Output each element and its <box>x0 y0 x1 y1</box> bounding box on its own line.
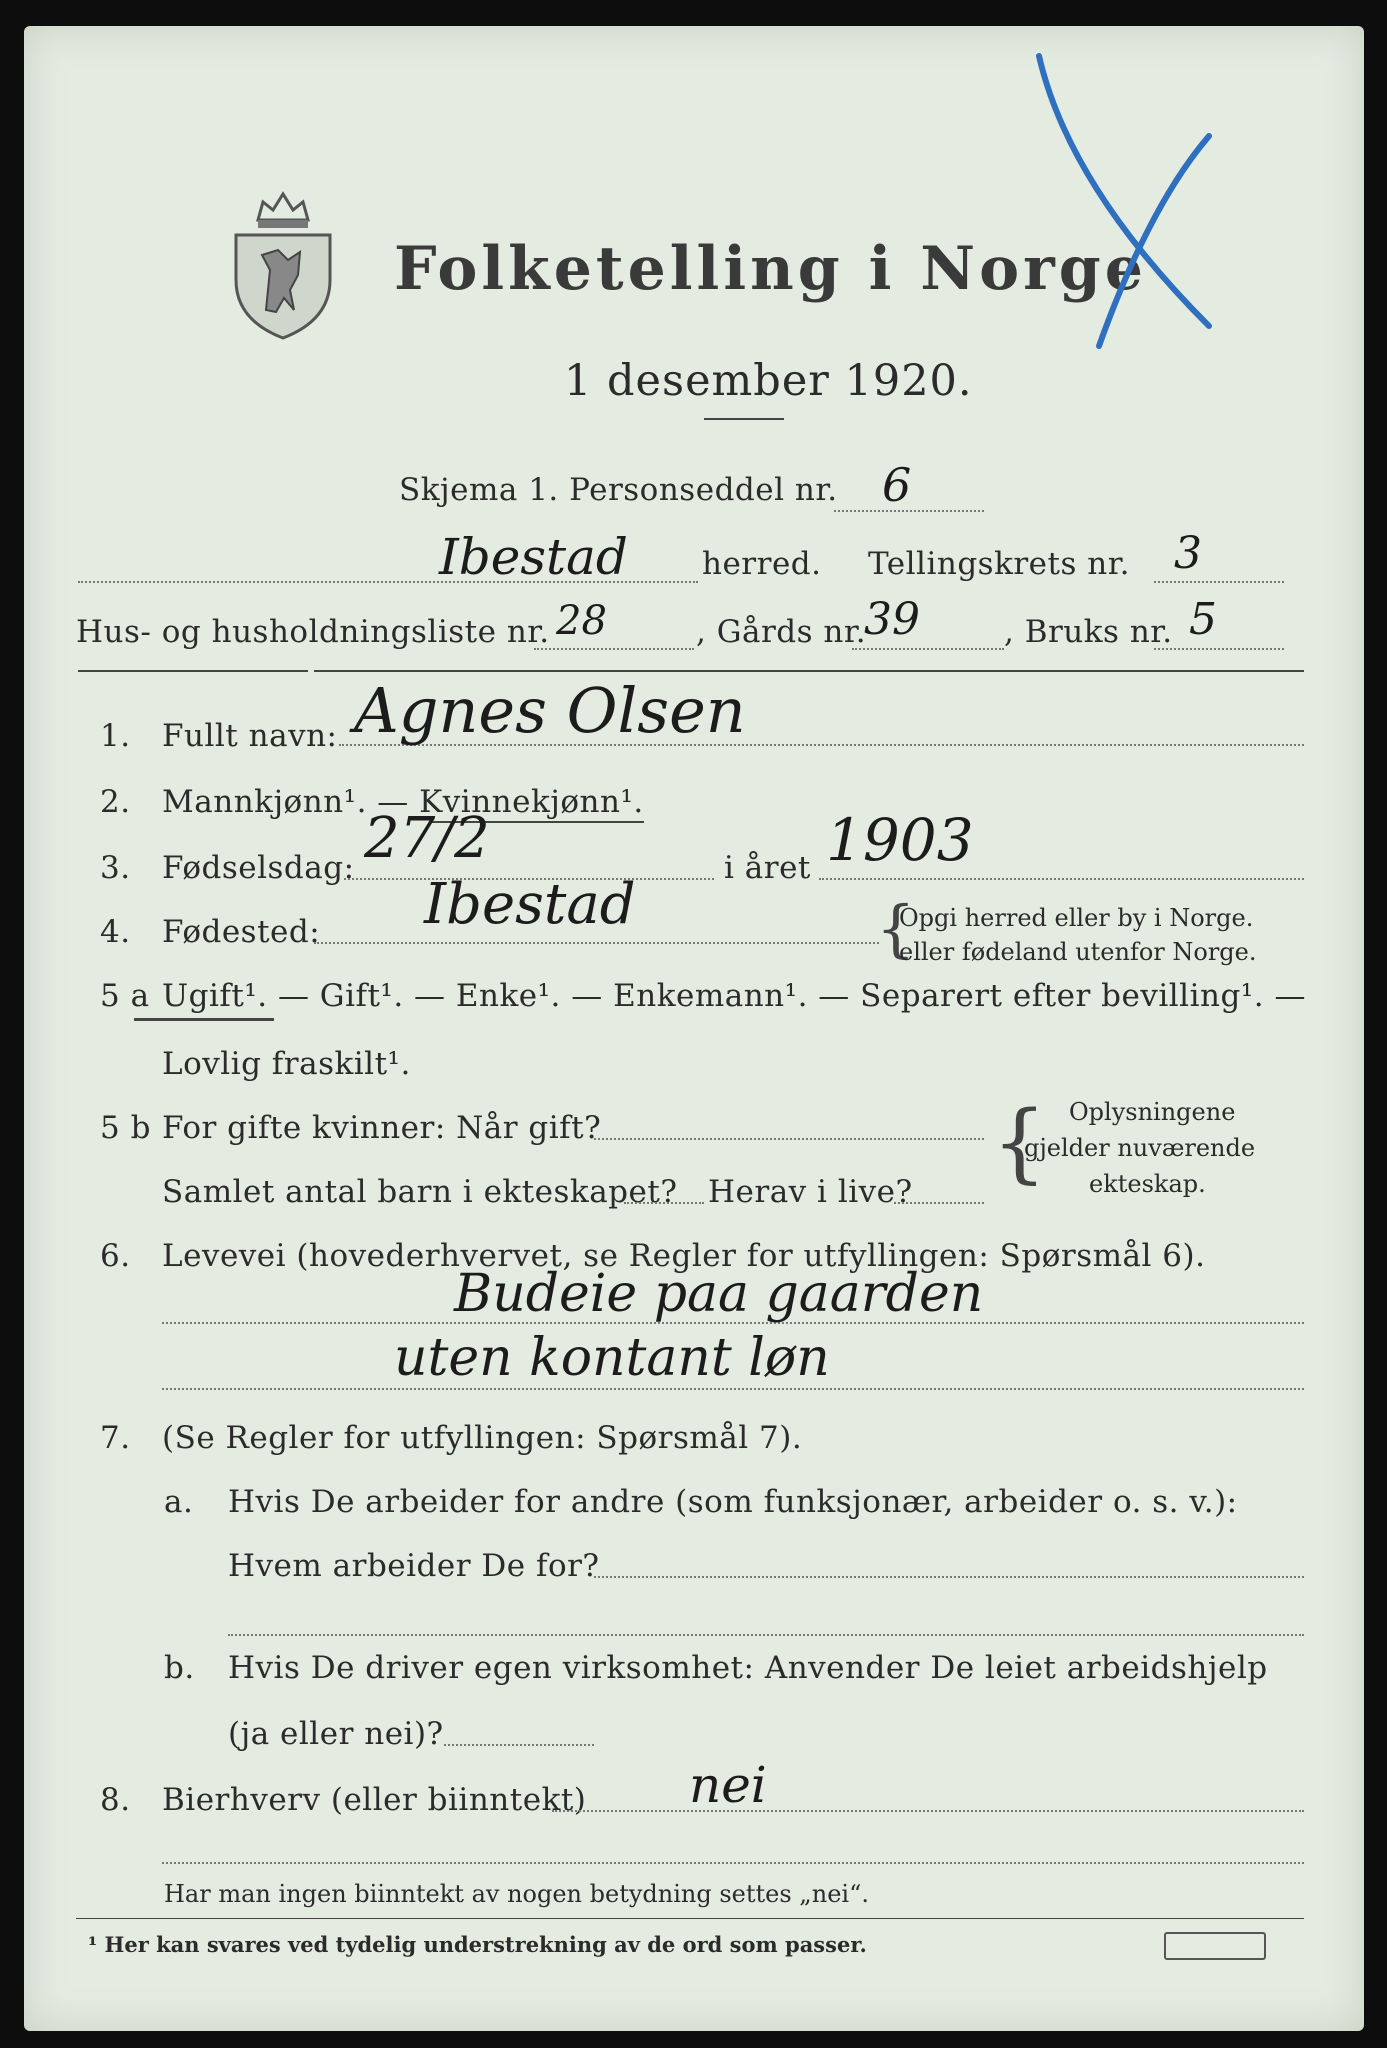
q7b-line1: Hvis De driver egen virksomhet: Anvender De leiet arbeidshjelp <box>228 1650 1268 1686</box>
q3-value: 27/2 <box>364 806 490 871</box>
q7b-line2: (ja eller nei)? <box>228 1716 444 1752</box>
hus-dots <box>534 648 694 650</box>
census-form-sheet <box>24 26 1364 2031</box>
tellingskrets-label: Tellingskrets nr. <box>868 546 1130 582</box>
q7a-dots-2 <box>228 1634 1304 1636</box>
tellingskrets-value: 3 <box>1174 528 1202 579</box>
q3-year-value: 1903 <box>826 806 974 874</box>
q7a-line2: Hvem arbeider De for? <box>228 1548 600 1584</box>
hus-label: Hus- og husholdningsliste nr. <box>76 614 550 650</box>
q8-dots-2 <box>162 1862 1304 1864</box>
q5b-line1: For gifte kvinner: Når gift? <box>162 1110 602 1146</box>
herred-value: Ibestad <box>439 528 628 586</box>
q5b-alive-dots <box>894 1202 984 1204</box>
q7b-letter: b. <box>164 1650 195 1686</box>
gards-value: 39 <box>864 594 920 645</box>
q1-value: Agnes Olsen <box>354 674 746 747</box>
bruks-value: 5 <box>1189 594 1217 645</box>
q2-label: Mannkjønn¹. — Kvinnekjønn¹. <box>162 784 644 820</box>
header-rule-left <box>78 670 308 672</box>
footer-note: Har man ingen biinntekt av nogen betydning settes „nei“. <box>164 1880 869 1908</box>
q3-year-label: i året <box>724 850 811 886</box>
q4-brace: { <box>876 892 916 965</box>
q8-dots <box>552 1810 1304 1812</box>
q4-number: 4. <box>100 914 131 950</box>
header-rule <box>314 670 1304 672</box>
q1-number: 1. <box>100 718 131 754</box>
gards-dots <box>852 648 1004 650</box>
q5a-line2: Lovlig fraskilt¹. <box>162 1046 411 1082</box>
q5b-note1: Oplysningene <box>1069 1098 1236 1126</box>
bruks-label: , Bruks nr. <box>1004 614 1173 650</box>
q1-label: Fullt navn: <box>162 718 338 754</box>
q4-dots <box>314 942 879 944</box>
q5b-number: 5 b <box>100 1110 151 1146</box>
q5b-brace: { <box>992 1093 1047 1193</box>
blue-pencil-x-mark <box>1009 36 1239 366</box>
q3-label: Fødselsdag: <box>162 850 355 886</box>
q6-value-1: Budeie paa gaarden <box>454 1264 984 1324</box>
tellingskrets-dots <box>1154 581 1284 583</box>
skjema-label: Skjema 1. Personseddel nr. <box>399 472 838 508</box>
q6-label: Levevei (hovederhvervet, se Regler for utfyllingen: Spørsmål 6). <box>162 1238 1206 1274</box>
q6-number: 6. <box>100 1238 131 1274</box>
q4-note-line1: Opgi herred eller by i Norge. <box>899 904 1254 932</box>
skjema-value: 6 <box>882 458 912 512</box>
footer-rule <box>76 1918 1304 1919</box>
q7-label: (Se Regler for utfyllingen: Spørsmål 7). <box>162 1420 803 1456</box>
q6-dots-2 <box>162 1388 1304 1390</box>
q7-number: 7. <box>100 1420 131 1456</box>
footnote: ¹ Her kan svares ved tydelig understrekning av de ord som passer. <box>88 1932 867 1957</box>
census-date: 1 desember 1920. <box>564 356 973 406</box>
coat-of-arms-icon <box>228 180 338 340</box>
q7a-letter: a. <box>164 1484 194 1520</box>
gards-label: , Gårds nr. <box>696 614 867 650</box>
q6-value-2: uten kontant løn <box>394 1328 830 1388</box>
q8-number: 8. <box>100 1782 131 1818</box>
q5a-number: 5 a <box>100 978 150 1014</box>
title-divider <box>704 418 784 420</box>
q3-year-dots <box>819 878 1304 880</box>
q7a-line1: Hvis De arbeider for andre (som funksjonær, arbeider o. s. v.): <box>228 1484 1238 1520</box>
q5b-line2a: Samlet antal barn i ekteskapet? <box>162 1174 678 1210</box>
q8-label: Bierhverv (eller biinntekt) <box>162 1782 587 1818</box>
q7a-dots-1 <box>594 1576 1304 1578</box>
form-title: Folketelling i Norge <box>394 234 1147 304</box>
herred-label: herred. <box>702 546 822 582</box>
q8-value: nei <box>689 1756 767 1814</box>
q4-label: Fødested: <box>162 914 321 950</box>
hus-value: 28 <box>556 598 607 644</box>
q5b-married-dots <box>594 1138 984 1140</box>
q7b-dots <box>444 1744 594 1746</box>
q5b-line2b: Herav i live? <box>708 1174 913 1210</box>
printer-stamp <box>1164 1932 1266 1960</box>
q5a-line1: Ugift¹. — Gift¹. — Enke¹. — Enkemann¹. — Separert efter bevilling¹. — <box>162 978 1306 1014</box>
q2-number: 2. <box>100 784 131 820</box>
q5b-note3: ekteskap. <box>1089 1170 1206 1198</box>
bruks-dots <box>1154 648 1284 650</box>
q4-note-line2: eller fødeland utenfor Norge. <box>899 938 1257 966</box>
q5b-children-dots <box>624 1202 704 1204</box>
q3-number: 3. <box>100 850 131 886</box>
q5a-ugift-underline <box>134 1018 274 1021</box>
q5b-note2: gjelder nuværende <box>1024 1134 1256 1162</box>
q4-value: Ibestad <box>424 872 636 937</box>
